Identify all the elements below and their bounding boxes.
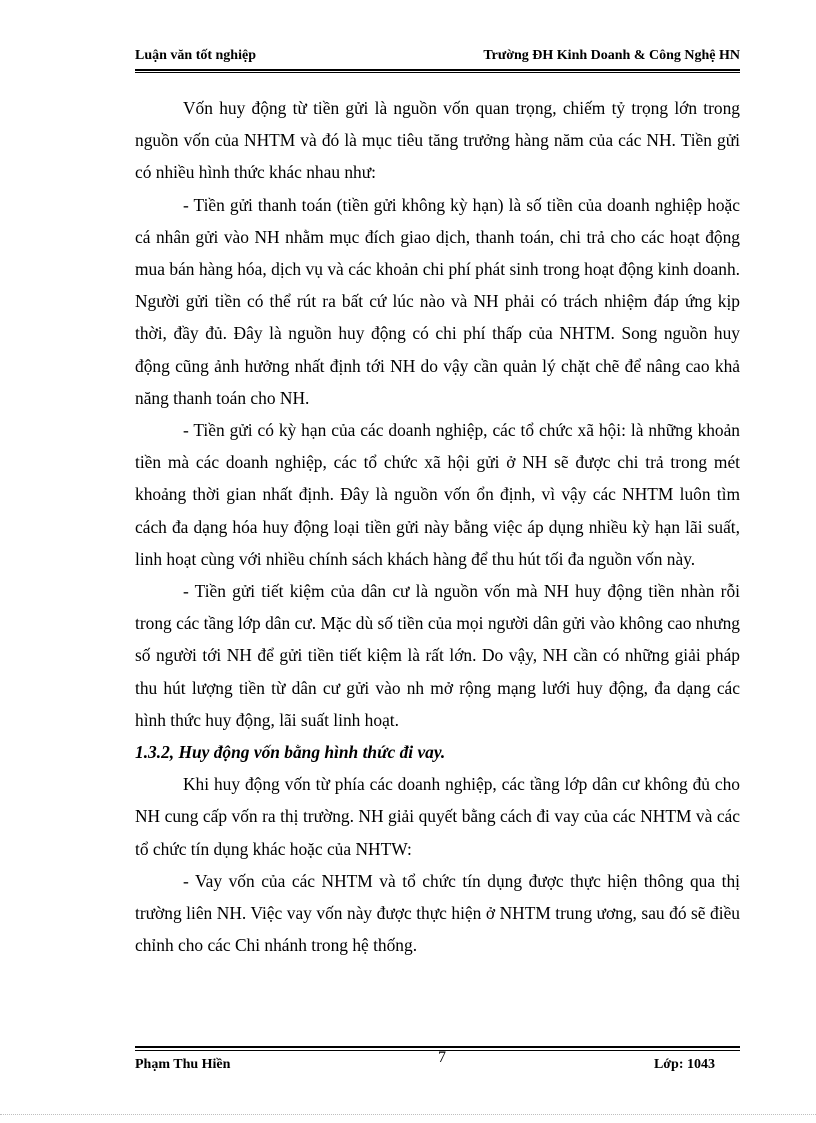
header-thesis-label: Luận văn tốt nghiệp	[135, 48, 256, 63]
header-rule-thin	[135, 72, 740, 73]
paragraph-deposit-intro: Vốn huy động từ tiền gửi là nguồn vốn quan trọng, chiếm tỷ trọng lớn trong nguồn vốn của NHTM và đó là mục tiêu tăng trưởng hàng năm của các NH. Tiền gửi có nhiều hình thức khác nhau như:	[135, 98, 740, 183]
paragraph-demand-deposit: - Tiền gửi thanh toán (tiền gửi không kỳ hạn) là số tiền của doanh nghiệp hoặc cá nhân gửi vào NH nhằm mục đích giao dịch, thanh toán, chi trả cho các hoạt động mua bán hàng hóa, dịch vụ và các khoản chi phí phát sinh trong hoạt động kinh doanh. Người gửi tiền có thể rút ra bất cứ lúc nào và NH phải có trách nhiệm đáp ứng kịp thời, đầy đủ. Đây là nguồn huy động có chi phí thấp của NHTM. Song nguồn huy động cũng ảnh hưởng nhất định tới NH do vậy cần quản lý chặt chẽ để nâng cao khả năng thanh toán cho NH.	[135, 194, 740, 408]
header-rule-thick	[135, 69, 740, 71]
bottom-dotted-border	[0, 1114, 816, 1115]
paragraph-interbank-borrowing: - Vay vốn của các NHTM và tổ chức tín dụng được thực hiện thông qua thị trường liên NH. Việc vay vốn này được thực hiện ở NHTM trung ương, sau đó sẽ điều chỉnh cho các Chi nhánh trong hệ thống.	[135, 870, 740, 956]
section-heading: 1.3.2, Huy động vốn bằng hình thức đi vay.	[135, 742, 446, 763]
document-body	[135, 92, 740, 961]
page-footer	[135, 1057, 715, 1077]
footer-class: Lớp: 1043	[653, 1057, 715, 1072]
page-number: 7	[438, 1049, 446, 1066]
paragraph-savings-deposit: - Tiền gửi tiết kiệm của dân cư là nguồn vốn mà NH huy động tiền nhàn rỗi trong các tầng lớp dân cư. Mặc dù số tiền của mọi người dân gửi vào không cao nhưng số người tới NH để gửi tiền tiết kiệm là rất lớn. Do vậy, NH cần có những giải pháp thu hút lượng tiền từ dân cư gửi vào nh mở rộng mạng lưới huy động, đa dạng các hình thức huy động, lãi suất linh hoạt.	[135, 581, 740, 730]
page-header	[135, 48, 740, 68]
paragraph-borrowing-intro: Khi huy động vốn từ phía các doanh nghiệp, các tầng lớp dân cư không đủ cho NH cung cấp vốn ra thị trường. NH giải quyết bằng cách đi vay của các NHTM và các tổ chức tín dụng khác hoặc của NHTW:	[135, 774, 740, 859]
footer-rule-thick	[135, 1046, 740, 1048]
header-university-name: Trường ĐH Kinh Doanh & Công Nghệ HN	[483, 48, 740, 63]
footer-author: Phạm Thu Hiền	[135, 1057, 231, 1072]
paragraph-term-deposit: - Tiền gửi có kỳ hạn của các doanh nghiệp, các tổ chức xã hội: là những khoản tiền mà các doanh nghiệp, các tổ chức xã hội gửi ở NH sẽ được chi trả trong mét khoảng thời gian nhất định. Đây là nguồn vốn ổn định, vì vậy các NHTM luôn tìm cách đa dạng hóa huy động loại tiền gửi này bằng việc áp dụng nhiều kỳ hạn lãi suất, linh hoạt cùng với nhiều chính sách khách hàng để thu hút tối đa nguồn vốn này.	[135, 420, 740, 569]
